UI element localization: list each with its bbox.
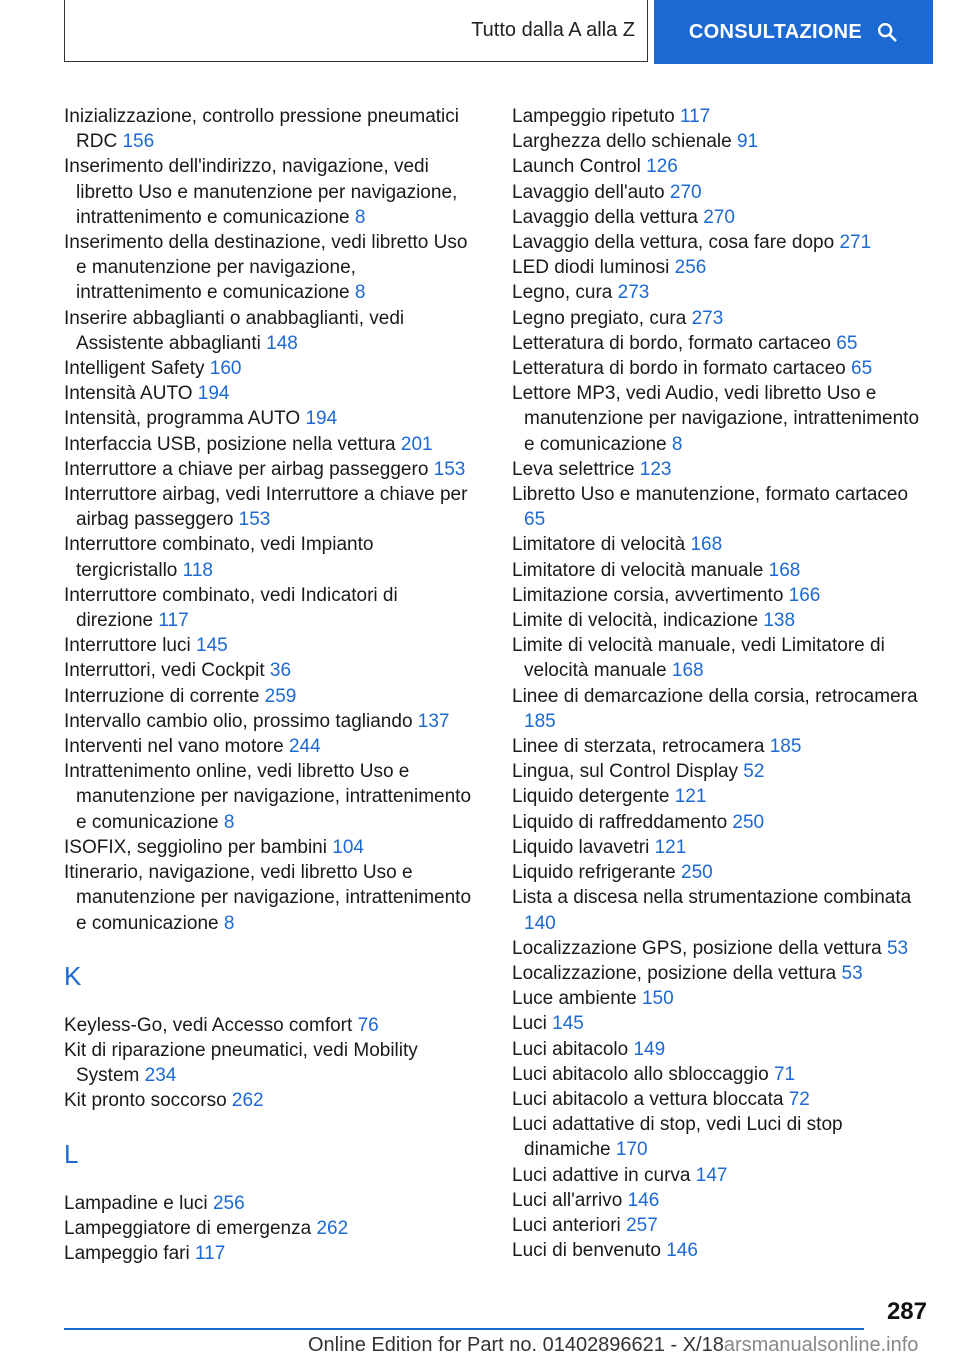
page-header: [64, 0, 933, 64]
index-entry-text: Luci all'arrivo: [512, 1189, 623, 1211]
page-link[interactable]: 273: [691, 307, 724, 329]
index-entry-text: Limitatore di velocità manuale: [512, 559, 764, 581]
index-entry-text: Limite di velocità, indicazione: [512, 610, 759, 632]
index-entry-text: Lista a discesa nella strumentazione combinata: [512, 887, 912, 909]
index-entry: [64, 1216, 480, 1241]
index-entry: [512, 583, 924, 608]
index-entry: [64, 860, 480, 936]
index-entry: [512, 1037, 924, 1062]
page-link[interactable]: 52: [743, 761, 765, 783]
index-entry-text: Luci abitacolo allo sbloccaggio: [512, 1063, 769, 1085]
page-link[interactable]: 8: [354, 282, 366, 304]
index-entry-text: Inserimento dell'indirizzo, navigazione, vedi libretto Uso e manutenzione per navigazione, intrattenimento e comunicazione: [64, 156, 458, 228]
page-link[interactable]: 257: [626, 1214, 658, 1236]
index-entry: [64, 1088, 480, 1113]
index-entry-text: Lettore MP3, vedi Audio, vedi libretto Uso e manutenzione per navigazione, intrattenimento e comunicazione: [512, 383, 920, 455]
page-link[interactable]: 153: [238, 509, 271, 531]
page-link[interactable]: 91: [737, 131, 759, 153]
index-entry: [512, 734, 924, 759]
index-entry-text: Luci di benvenuto: [512, 1240, 661, 1262]
index-entry-text: ISOFIX, seggiolino per bambini: [64, 836, 327, 858]
index-entry: [512, 860, 924, 885]
index-column-left: [64, 104, 480, 1266]
footer: [308, 1334, 918, 1357]
index-entry-text: Lavaggio dell'auto: [512, 181, 665, 203]
index-entry-text: LED diodi luminosi: [512, 257, 670, 279]
index-entry: [512, 936, 924, 961]
page-number: 287: [886, 1298, 927, 1325]
index-entry-text: Inserimento della destinazione, vedi libretto Uso e manutenzione per navigazione, intrattenimento e comunicazione: [64, 232, 468, 304]
page-link[interactable]: 146: [666, 1240, 698, 1262]
page-link[interactable]: 118: [182, 559, 213, 581]
index-entry: [64, 104, 480, 154]
footer-site: arsmanualsonline.info: [723, 1334, 919, 1356]
page-link[interactable]: 65: [524, 509, 546, 531]
index-entry-text: Linee di demarcazione della corsia, retrocamera: [512, 685, 918, 707]
section-title-text: Tutto dalla A alla Z: [471, 19, 635, 41]
index-entry-text: Interruttore airbag, vedi Interruttore a chiave per airbag passeggero: [64, 484, 468, 531]
page-link[interactable]: 244: [288, 736, 321, 758]
index-entry: [512, 1011, 924, 1036]
index-entry: [64, 306, 480, 356]
index-entry: [512, 154, 924, 179]
index-entry: [64, 1241, 480, 1266]
index-entry: [512, 986, 924, 1011]
index-entry: [64, 1191, 480, 1216]
index-list-l-continued: [512, 104, 924, 1263]
index-entry: [512, 1213, 924, 1238]
page-link[interactable]: 104: [332, 836, 364, 858]
page-link[interactable]: 8: [223, 912, 235, 934]
index-entry-text: Lampadine e luci: [64, 1192, 208, 1214]
page-link[interactable]: 8: [354, 206, 366, 228]
index-entry-text: Lampeggiatore di emergenza: [64, 1217, 312, 1239]
index-entry-text: Itinerario, navigazione, vedi libretto Uso e manutenzione per navigazione, intrattenimento e comunicazione: [64, 862, 472, 934]
index-entry: [64, 734, 480, 759]
index-entry-text: Localizzazione, posizione della vettura: [512, 962, 837, 984]
page-link[interactable]: 117: [679, 106, 711, 127]
page-link[interactable]: 256: [674, 257, 707, 279]
page-link[interactable]: 234: [144, 1065, 177, 1087]
index-entry: [512, 1112, 924, 1162]
index-entry: [64, 583, 480, 633]
page-link[interactable]: 194: [197, 383, 230, 405]
index-entry-text: Inserire abbaglianti o anabbaglianti, vedi Assistente abbaglianti: [64, 307, 405, 354]
index-entry-text: Luci abitacolo: [512, 1038, 629, 1060]
index-entry: [512, 482, 924, 532]
page-link[interactable]: 53: [841, 962, 863, 984]
footer-edition: Online Edition for Part no. 01402896621 - X/18: [308, 1334, 724, 1356]
page-link[interactable]: 117: [158, 610, 189, 632]
index-entry: [64, 356, 480, 381]
index-entry-text: Lampeggio ripetuto: [512, 106, 675, 127]
search-icon: [876, 21, 898, 43]
index-entry-text: Larghezza dello schienale: [512, 131, 732, 153]
index-entry: [512, 381, 924, 457]
index-entry: [512, 1163, 924, 1188]
index-entry: [512, 129, 924, 154]
page-link[interactable]: 8: [671, 433, 683, 455]
index-entry: [64, 154, 480, 230]
index-entry-text: Legno, cura: [512, 282, 613, 304]
page-link[interactable]: 123: [639, 458, 672, 480]
index-entry: [512, 457, 924, 482]
index-entry-text: Interfaccia USB, posizione nella vettura: [64, 433, 396, 455]
index-entry: [512, 835, 924, 860]
index-entry-text: Lingua, sul Control Display: [512, 761, 739, 783]
page-link[interactable]: 194: [305, 408, 338, 430]
index-entry-text: Limitazione corsia, avvertimento: [512, 584, 784, 606]
index-entry: [512, 306, 924, 331]
consultazione-tab[interactable]: [654, 0, 933, 64]
index-entry-text: Liquido refrigerante: [512, 862, 676, 884]
page-link[interactable]: 168: [671, 660, 704, 682]
page-link[interactable]: 145: [196, 635, 228, 657]
index-entry: [64, 835, 480, 860]
index-entry-text: Letteratura di bordo in formato cartaceo: [512, 358, 846, 380]
index-entry-text: Luce ambiente: [512, 988, 637, 1010]
page-link[interactable]: 168: [768, 559, 801, 581]
index-entry-text: Lavaggio della vettura: [512, 206, 698, 228]
page-link[interactable]: 65: [851, 358, 873, 380]
page-link[interactable]: 140: [524, 912, 556, 934]
index-entry-text: Leva selettrice: [512, 458, 635, 480]
index-entry-text: Intelligent Safety: [64, 358, 205, 380]
index-entry: [64, 230, 480, 306]
index-entry: [64, 684, 480, 709]
index-entry-text: Inizializzazione, controllo pressione pneumatici RDC: [64, 106, 459, 153]
index-column-right: [512, 104, 924, 1263]
index-entry-text: Interruttore luci: [64, 635, 191, 657]
index-entry: [64, 482, 480, 532]
page-link[interactable]: 185: [524, 710, 556, 732]
letter-heading-k: K: [64, 960, 82, 991]
page-link[interactable]: 270: [669, 181, 702, 203]
page-link[interactable]: 271: [839, 232, 872, 254]
index-entry: [512, 608, 924, 633]
footer-divider: [64, 1328, 864, 1330]
page-link[interactable]: 53: [886, 937, 909, 959]
index-entry: [512, 885, 924, 935]
index-entry: [512, 810, 924, 835]
index-entry-text: Luci: [512, 1013, 547, 1035]
page-link[interactable]: 121: [654, 836, 687, 858]
index-entry-text: Interruttore combinato, vedi Impianto tergicristallo: [64, 534, 374, 581]
index-entry-text: Linee di sterzata, retrocamera: [512, 736, 765, 758]
index-entry-text: Interruttore a chiave per airbag passeggero: [64, 458, 429, 480]
page-link[interactable]: 76: [357, 1014, 379, 1036]
index-entry: [64, 658, 480, 683]
index-entry-text: Liquido detergente: [512, 786, 670, 808]
index-entry-text: Liquido di raffreddamento: [512, 811, 728, 833]
index-entry: [64, 759, 480, 835]
section-title: [64, 0, 648, 62]
index-entry-text: Luci adattive in curva: [512, 1164, 691, 1186]
index-entry-text: Lavaggio della vettura, cosa fare dopo: [512, 232, 835, 254]
index-entry-text: Launch Control: [512, 156, 641, 178]
page-link[interactable]: 168: [690, 534, 723, 556]
index-entry: [512, 356, 924, 381]
page-link[interactable]: 170: [615, 1139, 648, 1161]
index-entry-text: Limite di velocità manuale, vedi Limitatore di velocità manuale: [512, 635, 885, 682]
index-entry-text: Interruttore combinato, vedi Indicatori di direzione: [64, 584, 398, 632]
index-entry-text: Lampeggio fari: [64, 1242, 190, 1264]
page-link[interactable]: 156: [122, 131, 155, 153]
index-entry: [512, 255, 924, 280]
page-link[interactable]: 117: [194, 1242, 226, 1264]
index-entry: [64, 709, 480, 734]
index-entry-text: Kit di riparazione pneumatici, vedi Mobility System: [64, 1039, 418, 1087]
index-entry-text: Luci adattative di stop, vedi Luci di stop dinamiche: [512, 1114, 843, 1161]
page-link[interactable]: 145: [552, 1013, 584, 1035]
index-list-l: [64, 1191, 480, 1267]
page-link[interactable]: 273: [617, 282, 650, 304]
page-link[interactable]: 270: [703, 206, 735, 228]
index-entry-text: Limitatore di velocità: [512, 534, 686, 556]
index-entry: [512, 1087, 924, 1112]
index-entry-text: Liquido lavavetri: [512, 836, 650, 858]
index-entry: [512, 961, 924, 986]
page-link[interactable]: 262: [316, 1217, 349, 1239]
letter-heading-l: L: [64, 1138, 79, 1169]
page-link[interactable]: 71: [773, 1063, 796, 1085]
index-entry: [512, 784, 924, 809]
index-entry: [512, 759, 924, 784]
page-link[interactable]: 262: [231, 1090, 264, 1112]
index-entry-text: Intensità AUTO: [64, 383, 193, 405]
index-entry: [512, 1238, 924, 1263]
index-entry: [64, 633, 480, 658]
index-entry-text: Intensità, programma AUTO: [64, 408, 301, 430]
page-link[interactable]: 8: [223, 811, 235, 833]
index-entry: [512, 280, 924, 305]
index-entry-text: Kit pronto soccorso: [64, 1090, 227, 1112]
page-link[interactable]: 153: [433, 458, 466, 480]
index-entry-text: Luci abitacolo a vettura bloccata: [512, 1088, 784, 1110]
page-link[interactable]: 137: [417, 710, 450, 732]
index-entry: [64, 432, 480, 457]
index-entry: [64, 1013, 480, 1038]
page-link[interactable]: 146: [627, 1189, 660, 1211]
index-entry: [512, 230, 924, 255]
page-link[interactable]: 149: [633, 1038, 666, 1060]
index-entry: [64, 406, 480, 431]
page-link[interactable]: 65: [836, 332, 858, 354]
page-link[interactable]: 250: [681, 862, 713, 884]
index-entry: [512, 1062, 924, 1087]
index-entry-text: Libretto Uso e manutenzione, formato cartaceo: [512, 484, 909, 506]
page-link[interactable]: 121: [674, 786, 707, 808]
index-entry-text: Interventi nel vano motore: [64, 736, 284, 758]
index-entry: [64, 457, 480, 482]
index-entry: [512, 1188, 924, 1213]
index-entry: [512, 684, 924, 734]
index-list-k: [64, 1013, 480, 1114]
index-entry: [512, 633, 924, 683]
page-link[interactable]: 72: [788, 1088, 810, 1110]
index-entry-text: Legno pregiato, cura: [512, 307, 687, 329]
page-link[interactable]: 126: [646, 156, 678, 178]
index-entry-text: Interruzione di corrente: [64, 685, 260, 707]
index-entry: [512, 532, 924, 557]
page-link[interactable]: 138: [763, 610, 796, 632]
page-link[interactable]: 259: [264, 685, 297, 707]
index-entry-text: Luci anteriori: [512, 1214, 621, 1236]
index-entry: [512, 558, 924, 583]
page-link[interactable]: 250: [732, 811, 765, 833]
index-entry-text: Intrattenimento online, vedi libretto Uso e manutenzione per navigazione, intrattenimento e comunicazione: [64, 761, 472, 833]
index-entry: [512, 104, 924, 129]
index-entry: [64, 381, 480, 406]
page-link[interactable]: 166: [788, 584, 821, 606]
index-entry: [64, 1038, 480, 1088]
page-link[interactable]: 147: [695, 1164, 728, 1186]
page-link[interactable]: 36: [269, 660, 292, 682]
index-entry: [512, 180, 924, 205]
index-entry-text: Localizzazione GPS, posizione della vettura: [512, 937, 882, 959]
page-link[interactable]: 256: [212, 1192, 245, 1214]
page-link[interactable]: 148: [266, 332, 298, 354]
index-entry-text: Intervallo cambio olio, prossimo tagliando: [64, 710, 413, 732]
index-entry: [512, 205, 924, 230]
index-list-i: [64, 104, 480, 936]
index-entry-text: Keyless-Go, vedi Accesso comfort: [64, 1014, 353, 1036]
index-entry-text: Interruttori, vedi Cockpit: [64, 660, 265, 682]
page-link[interactable]: 201: [400, 433, 433, 455]
index-entry: [512, 331, 924, 356]
page-link[interactable]: 160: [209, 358, 242, 380]
index-entry-text: Letteratura di bordo, formato cartaceo: [512, 332, 831, 354]
index-entry: [64, 532, 480, 582]
page-link[interactable]: 185: [769, 736, 802, 758]
consultazione-label: CONSULTAZIONE: [688, 20, 863, 43]
page-link[interactable]: 150: [641, 988, 674, 1010]
